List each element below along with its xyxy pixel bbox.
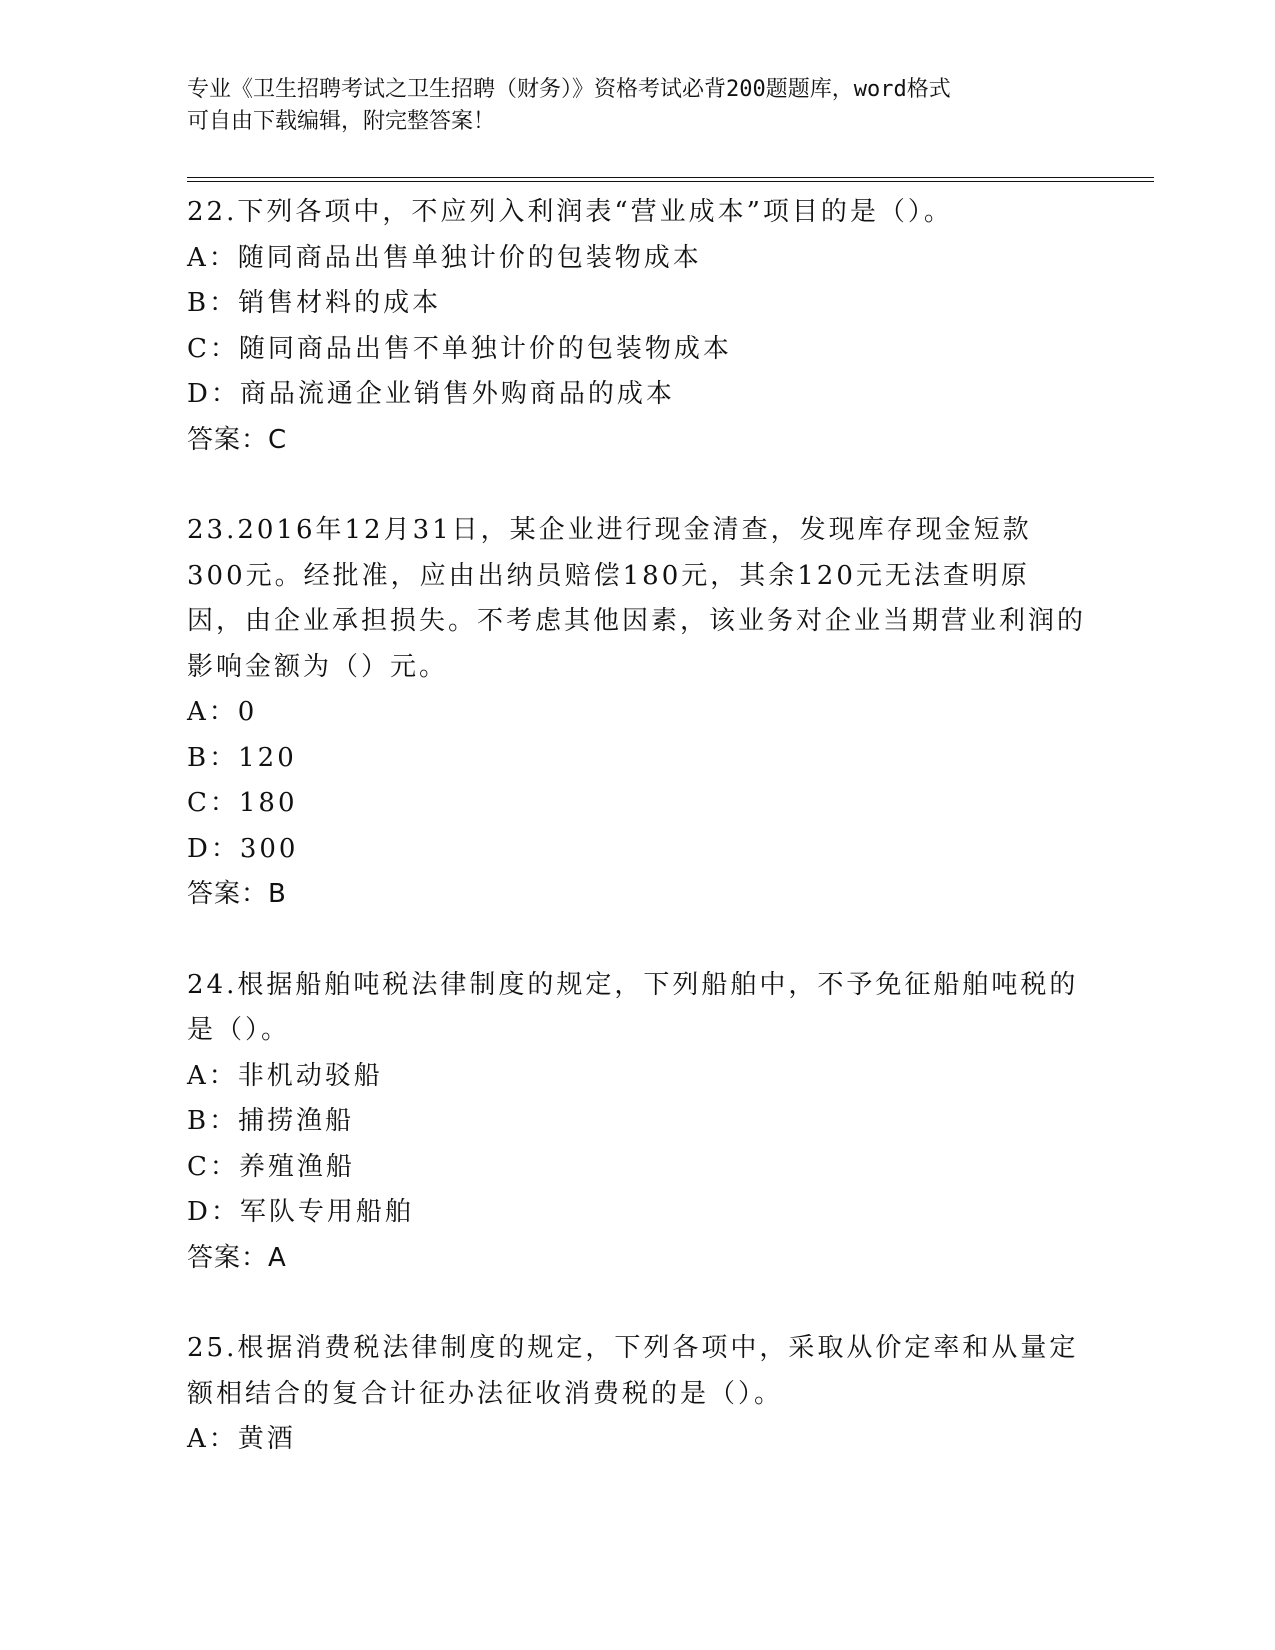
header-divider-top bbox=[187, 177, 1154, 178]
option-a: A：0 bbox=[187, 697, 258, 727]
question-25 bbox=[187, 1326, 1087, 1463]
question-text: 25.根据消费税法律制度的规定，下列各项中，采取从价定率和从量定额相结合的复合计征办法征收消费税的是（）。 bbox=[187, 1333, 1079, 1409]
header-line-2: 可自由下载编辑，附完整答案！ bbox=[187, 109, 496, 134]
header-line-1: 专业《卫生招聘考试之卫生招聘（财务）》资格考试必背200题题库，word格式 bbox=[187, 77, 951, 102]
document-header bbox=[187, 74, 1087, 138]
option-b: B：捕捞渔船 bbox=[187, 1106, 355, 1136]
question-text: 24.根据船舶吨税法律制度的规定，下列船舶中，不予免征船舶吨税的是（）。 bbox=[187, 969, 1079, 1045]
header-divider-bottom bbox=[187, 181, 1154, 182]
option-d: D：军队专用船舶 bbox=[187, 1197, 414, 1227]
option-b: B：销售材料的成本 bbox=[187, 288, 442, 318]
question-list bbox=[187, 190, 1087, 1463]
question-text: 22.下列各项中，不应列入利润表“营业成本”项目的是（）。 bbox=[187, 197, 953, 227]
answer-line: 答案：A bbox=[187, 1242, 287, 1273]
answer-line: 答案：C bbox=[187, 424, 288, 455]
answer-line: 答案：B bbox=[187, 879, 287, 909]
option-c: C：180 bbox=[187, 788, 298, 818]
question-text: 23.2016年12月31日，某企业进行现金清查，发现库存现金短款300元。经批准，应由出纳员赔偿180元，其余120元无法查明原因，由企业承担损失。不考虑其他因素，该业务对企业当期营业利润的影响金额为（）元。 bbox=[187, 515, 1087, 682]
option-a: A：黄酒 bbox=[187, 1424, 296, 1454]
option-c: C：养殖渔船 bbox=[187, 1151, 355, 1182]
question-23 bbox=[187, 508, 1087, 918]
question-24 bbox=[187, 963, 1087, 1282]
option-a: A：随同商品出售单独计价的包装物成本 bbox=[187, 242, 702, 273]
option-d: D：商品流通企业销售外购商品的成本 bbox=[187, 379, 675, 409]
option-c: C：随同商品出售不单独计价的包装物成本 bbox=[187, 333, 732, 364]
option-d: D：300 bbox=[187, 833, 299, 864]
option-a: A：非机动驳船 bbox=[187, 1060, 383, 1091]
option-b: B：120 bbox=[187, 742, 297, 773]
question-22 bbox=[187, 190, 1087, 463]
